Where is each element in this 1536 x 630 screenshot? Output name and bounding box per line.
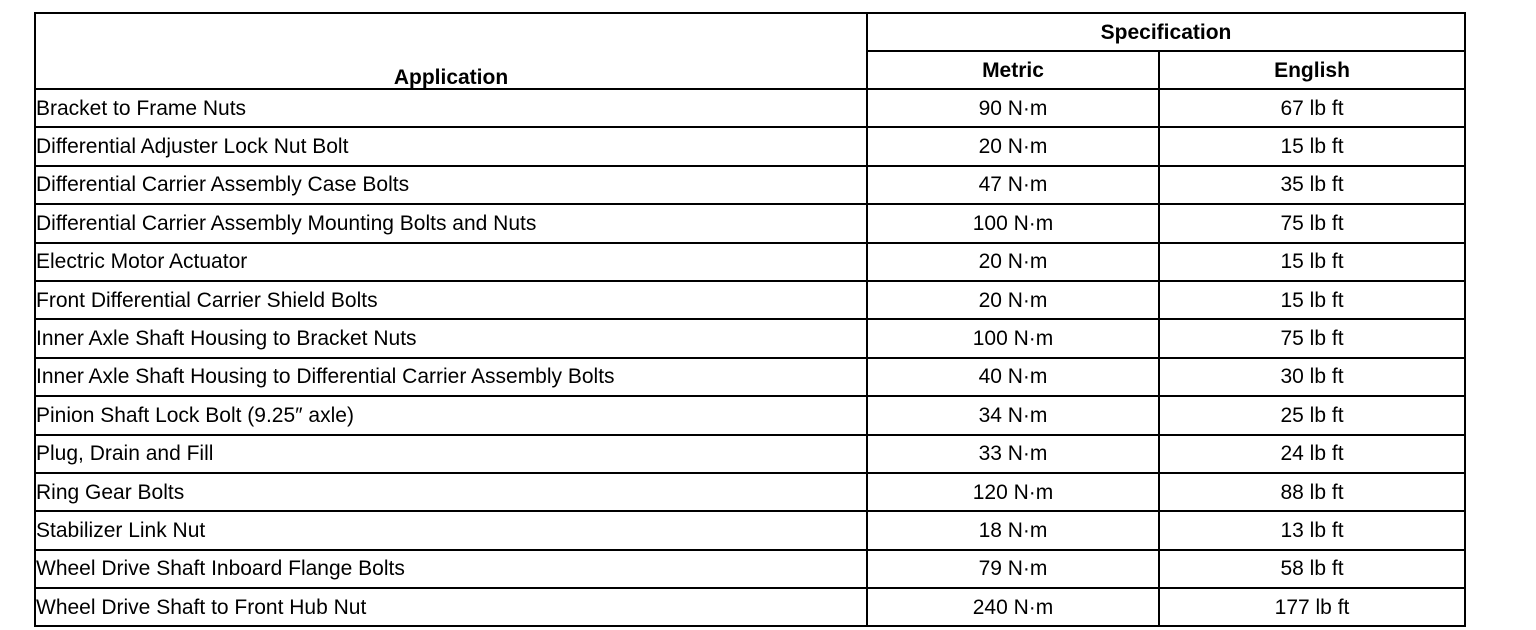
application-cell: Stabilizer Link Nut [35, 511, 867, 549]
application-cell: Differential Carrier Assembly Case Bolts [35, 166, 867, 204]
metric-cell: 120 N·m [867, 473, 1159, 511]
metric-cell: 18 N·m [867, 511, 1159, 549]
english-cell: 24 lb ft [1159, 435, 1465, 473]
application-cell: Inner Axle Shaft Housing to Differential Carrier Assembly Bolts [35, 358, 867, 396]
english-cell: 75 lb ft [1159, 319, 1465, 357]
specification-column-header: Specification [867, 13, 1465, 51]
torque-spec-table [34, 12, 1466, 627]
table-row [35, 396, 1465, 434]
application-column-header: Application [35, 13, 867, 89]
application-cell: Electric Motor Actuator [35, 243, 867, 281]
english-cell: 13 lb ft [1159, 511, 1465, 549]
metric-column-header: Metric [867, 51, 1159, 89]
metric-cell: 240 N·m [867, 588, 1159, 626]
english-cell: 25 lb ft [1159, 396, 1465, 434]
english-cell: 67 lb ft [1159, 89, 1465, 127]
table-row [35, 127, 1465, 165]
table-row [35, 550, 1465, 588]
english-column-header: English [1159, 51, 1465, 89]
table-row [35, 204, 1465, 242]
metric-cell: 100 N·m [867, 204, 1159, 242]
english-cell: 15 lb ft [1159, 281, 1465, 319]
table-row [35, 319, 1465, 357]
table-row [35, 281, 1465, 319]
application-cell: Ring Gear Bolts [35, 473, 867, 511]
table-row [35, 166, 1465, 204]
metric-cell: 33 N·m [867, 435, 1159, 473]
table-row [35, 243, 1465, 281]
english-cell: 35 lb ft [1159, 166, 1465, 204]
metric-cell: 20 N·m [867, 243, 1159, 281]
english-cell: 58 lb ft [1159, 550, 1465, 588]
english-cell: 15 lb ft [1159, 127, 1465, 165]
table-row [35, 511, 1465, 549]
table-row [35, 473, 1465, 511]
metric-cell: 47 N·m [867, 166, 1159, 204]
table-row [35, 89, 1465, 127]
table-row [35, 588, 1465, 626]
application-cell: Differential Adjuster Lock Nut Bolt [35, 127, 867, 165]
application-cell: Bracket to Frame Nuts [35, 89, 867, 127]
application-cell: Differential Carrier Assembly Mounting Bolts and Nuts [35, 204, 867, 242]
application-cell: Pinion Shaft Lock Bolt (9.25″ axle) [35, 396, 867, 434]
table-row [35, 358, 1465, 396]
application-cell: Plug, Drain and Fill [35, 435, 867, 473]
english-cell: 30 lb ft [1159, 358, 1465, 396]
english-cell: 177 lb ft [1159, 588, 1465, 626]
metric-cell: 100 N·m [867, 319, 1159, 357]
metric-cell: 40 N·m [867, 358, 1159, 396]
metric-cell: 34 N·m [867, 396, 1159, 434]
english-cell: 88 lb ft [1159, 473, 1465, 511]
english-cell: 75 lb ft [1159, 204, 1465, 242]
metric-cell: 79 N·m [867, 550, 1159, 588]
metric-cell: 20 N·m [867, 281, 1159, 319]
application-cell: Inner Axle Shaft Housing to Bracket Nuts [35, 319, 867, 357]
table-row [35, 435, 1465, 473]
metric-cell: 20 N·m [867, 127, 1159, 165]
application-cell: Wheel Drive Shaft Inboard Flange Bolts [35, 550, 867, 588]
application-cell: Front Differential Carrier Shield Bolts [35, 281, 867, 319]
metric-cell: 90 N·m [867, 89, 1159, 127]
english-cell: 15 lb ft [1159, 243, 1465, 281]
application-cell: Wheel Drive Shaft to Front Hub Nut [35, 588, 867, 626]
